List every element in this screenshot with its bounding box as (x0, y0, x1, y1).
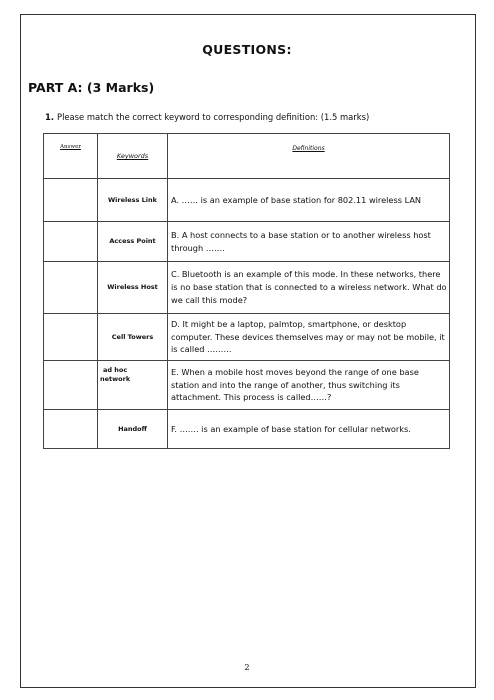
definition-cell: F. ……. is an example of base station for cellular networks. (168, 410, 450, 449)
keyword-cell: Access Point (98, 222, 168, 262)
table-row (44, 410, 450, 449)
keyword-cell: Wireless Link (98, 179, 168, 222)
definition-cell: E. When a mobile host moves beyond the range of one base station and into the range of another, thus switching its attachment. This process is called……? (168, 361, 450, 410)
keyword-line: network (100, 374, 131, 383)
table-row (44, 222, 450, 262)
keyword-cell: Handoff (98, 410, 168, 449)
matching-table (43, 133, 450, 449)
answer-cell[interactable] (44, 361, 98, 410)
answer-cell[interactable] (44, 262, 98, 314)
answer-cell[interactable] (44, 314, 98, 361)
table-row (44, 179, 450, 222)
page-title: QUESTIONS: (202, 42, 292, 57)
question-text: Please match the correct keyword to corresponding definition: (1.5 marks) (57, 112, 370, 122)
question-number: 1. (45, 112, 55, 122)
definition-cell: D. It might be a laptop, palmtop, smartphone, or desktop computer. These devices themselves may or may not be mobile, it is called ……… (168, 314, 450, 361)
header-keywords: Keywords (98, 134, 168, 179)
keyword-text (100, 366, 130, 384)
definition-cell: A. …… is an example of base station for 802.11 wireless LAN (168, 179, 450, 222)
answer-cell[interactable] (44, 410, 98, 449)
keyword-line: ad hoc (102, 366, 128, 374)
keyword-cell: Cell Towers (98, 314, 168, 361)
header-answer: Answer (44, 134, 98, 179)
definition-cell: B. A host connects to a base station or to another wireless host through ……. (168, 222, 450, 262)
page-number: 2 (244, 663, 250, 673)
definition-cell: C. Bluetooth is an example of this mode. In these networks, there is no base station that is connected to a wireless network. What do we call this mode? (168, 262, 450, 314)
table-row (44, 314, 450, 361)
answer-cell[interactable] (44, 179, 98, 222)
header-definitions: Definitions (168, 134, 450, 179)
table-header-row (44, 134, 450, 179)
keyword-cell: Wireless Host (98, 262, 168, 314)
question-instruction (45, 112, 369, 122)
keyword-cell (98, 361, 168, 410)
answer-cell[interactable] (44, 222, 98, 262)
part-heading: PART A: (3 Marks) (28, 80, 155, 95)
table-row (44, 361, 450, 410)
table-row (44, 262, 450, 314)
